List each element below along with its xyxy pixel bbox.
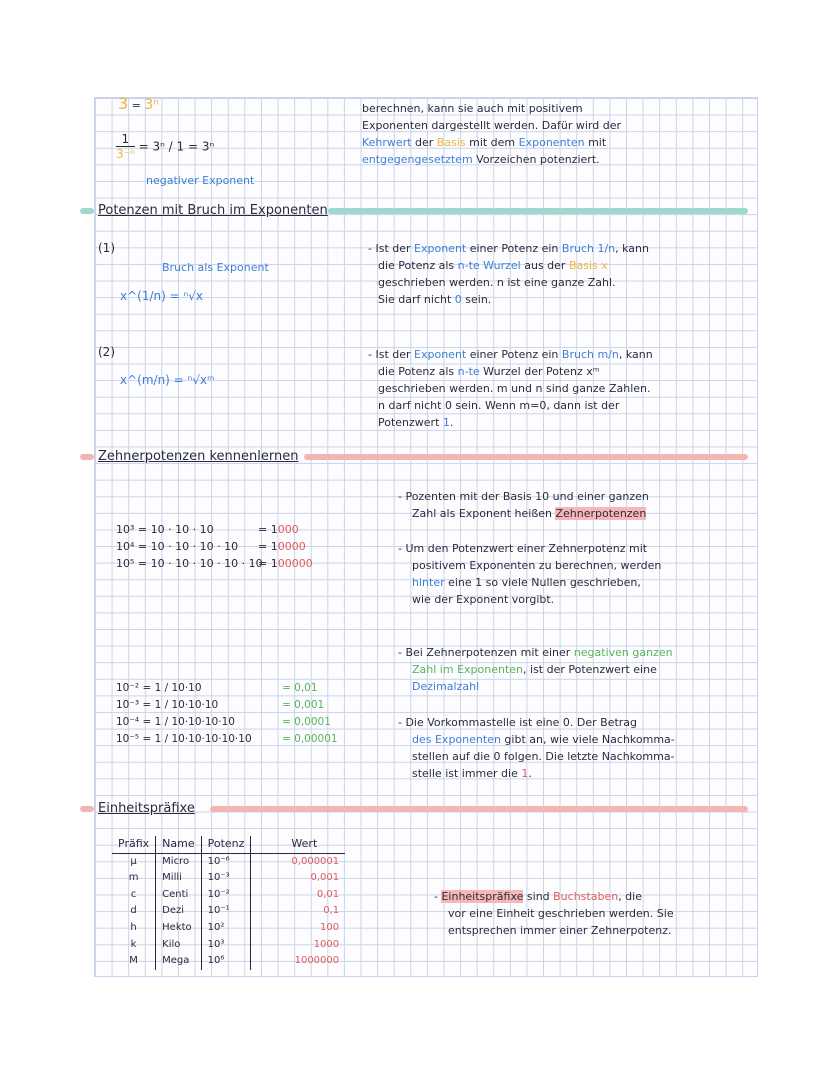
zehnerpotenzen-highlight: Zehnerpotenzen bbox=[555, 507, 647, 520]
prefix-power: 10⁻¹ bbox=[201, 903, 251, 920]
section1-heading: Potenzen mit Bruch im Exponenten bbox=[98, 203, 328, 218]
positive-powers bbox=[116, 522, 313, 573]
prefix-symbol: d bbox=[112, 903, 156, 920]
einheitspraefixe-highlight: Einheitspräfixe bbox=[441, 890, 524, 903]
prefix-name: Milli bbox=[156, 870, 201, 887]
prefix-value: 0,01 bbox=[316, 888, 340, 900]
kehrwert-word: Kehrwert bbox=[362, 136, 412, 149]
prefix-name: Hekto bbox=[156, 920, 201, 937]
case2-formula: x^(m/n) = ⁿ√xᵐ bbox=[120, 373, 215, 387]
zehner-b1-line-2: Zahl als Exponent heißen Zehnerpotenzen bbox=[412, 507, 647, 520]
case2-explanation bbox=[368, 346, 748, 431]
section3-heading: Einheitspräfixe bbox=[98, 801, 195, 816]
case2-line-1: - Ist der Exponent einer Potenz ein Bruch m/n, kann bbox=[368, 348, 653, 361]
negative-row: 10⁻² = 1 / 10·10 = 0,01 bbox=[116, 682, 318, 694]
prefix-value: 0,1 bbox=[323, 905, 340, 917]
prefix-table-row bbox=[112, 853, 345, 870]
prefix-table-row bbox=[112, 903, 345, 920]
zehner-bullet-4: - Die Vorkommastelle ist eine 0. Der Betrag des Exponenten gibt an, wie viele Nachkomma- stellen auf die 0 folgen. Die letzte Nachkomma- stelle ist immer die 1. bbox=[398, 716, 675, 780]
fraction-result: = 3ⁿ / 1 = 3ⁿ bbox=[138, 139, 215, 154]
top-explanation bbox=[362, 100, 742, 168]
prefix-power: 10⁻⁶ bbox=[201, 853, 251, 870]
top-fraction bbox=[116, 132, 214, 161]
case1-line-1: - Ist der Exponent einer Potenz ein Bruch 1/n, kann bbox=[368, 242, 649, 255]
section2-heading: Zehnerpotenzen kennenlernen bbox=[98, 449, 299, 464]
positive-row: 10⁵ = 10 · 10 · 10 · 10 · 10 = 100000 bbox=[116, 557, 313, 570]
case2-line-5: Potenzwert 1. bbox=[378, 416, 454, 429]
case1-line-4: Sie darf nicht 0 sein. bbox=[378, 293, 492, 306]
prefix-symbol: µ bbox=[112, 853, 156, 870]
prefix-table-row bbox=[112, 920, 345, 937]
prefix-table-row bbox=[112, 887, 345, 904]
negative-row: 10⁻⁴ = 1 / 10·10·10·10 = 0,0001 bbox=[116, 716, 331, 728]
entgegengesetztem-word: entgegengesetztem bbox=[362, 153, 473, 166]
case1-annotation: Bruch als Exponent bbox=[162, 261, 269, 274]
prefix-table-header: Präfix Name Potenz Wert bbox=[112, 836, 345, 853]
positive-row: 10⁴ = 10 · 10 · 10 · 10 = 10000 bbox=[116, 540, 306, 553]
prefix-note: - Einheitspräfixe sind Buchstaben, die vor eine Einheit geschrieben werden. Sie entsprechen immer einer Zehnerpotenz. bbox=[434, 890, 674, 937]
prefix-table-row bbox=[112, 953, 345, 970]
prefix-value: 1000000 bbox=[294, 955, 340, 967]
negative-row: 10⁻³ = 1 / 10·10·10 = 0,001 bbox=[116, 699, 325, 711]
prefix-power: 10³ bbox=[201, 937, 251, 954]
zehner-bullet-1 bbox=[398, 488, 748, 522]
prefix-name: Micro bbox=[156, 853, 201, 870]
prefix-value: 1000 bbox=[313, 938, 340, 950]
prefix-name: Mega bbox=[156, 953, 201, 970]
prefix-value: 100 bbox=[320, 921, 340, 933]
prefix-name: Kilo bbox=[156, 937, 201, 954]
case2-line-4: n darf nicht 0 sein. Wenn m=0, dann ist der bbox=[378, 399, 620, 412]
prefix-name: Dezi bbox=[156, 903, 201, 920]
case1-line-3: geschrieben werden. n ist eine ganze Zahl. bbox=[378, 276, 616, 289]
section3-bar-left bbox=[80, 806, 94, 812]
zehner-bullet-2: - Um den Potenzwert einer Zehnerpotenz mit positivem Exponenten zu berechnen, werden hinter eine 1 so viele Nullen geschrieben, wie der Exponent vorgibt. bbox=[398, 542, 662, 606]
case1-formula: x^(1/n) = ⁿ√x bbox=[120, 289, 204, 303]
prefix-value: 0,000001 bbox=[291, 855, 340, 867]
negative-exponent-annotation: negativer Exponent bbox=[146, 174, 255, 187]
zehner-bullet-3: - Bei Zehnerpotenzen mit einer negativen ganzen Zahl im Exponenten, ist der Potenzwert eine Dezimalzahl bbox=[398, 646, 673, 693]
prefix-table-row bbox=[112, 937, 345, 954]
fraction-numerator: 1 bbox=[121, 132, 130, 146]
top-text-line-1: berechnen, kann sie auch mit positivem bbox=[362, 102, 583, 115]
prefix-power: 10² bbox=[201, 920, 251, 937]
case2-line-2: die Potenz als n-te Wurzel der Potenz xᵐ bbox=[378, 365, 600, 378]
fraction-denominator: 3⁻ⁿ bbox=[116, 147, 135, 161]
prefix-power: 10⁶ bbox=[201, 953, 251, 970]
positive-row: 10³ = 10 · 10 · 10 = 1000 bbox=[116, 523, 299, 536]
case2-line-3: geschrieben werden. m und n sind ganze Zahlen. bbox=[378, 382, 651, 395]
prefix-table-row bbox=[112, 870, 345, 887]
top-text-line-3: Kehrwert der Basis mit dem Exponenten mit bbox=[362, 136, 607, 149]
section2-bar-left bbox=[80, 454, 94, 460]
section1-bar-right bbox=[328, 208, 748, 214]
section1-bar-left bbox=[80, 208, 94, 214]
prefix-name: Centi bbox=[156, 887, 201, 904]
case1-label: (1) bbox=[98, 241, 115, 255]
prefix-symbol: m bbox=[112, 870, 156, 887]
prefix-table bbox=[112, 836, 345, 970]
exponenten-word: Exponenten bbox=[518, 136, 585, 149]
case1-line-2: die Potenz als n-te Wurzel aus der Basis x bbox=[378, 259, 608, 272]
basis-word: Basis bbox=[436, 136, 466, 149]
top-text-line-4: entgegengesetztem Vorzeichen potenziert. bbox=[362, 153, 600, 166]
prefix-symbol: k bbox=[112, 937, 156, 954]
negative-powers bbox=[116, 680, 338, 748]
top-text-line-2: Exponenten dargestellt werden. Dafür wird der bbox=[362, 119, 621, 132]
top-formula-fragment: 3 = 3ⁿ bbox=[118, 94, 159, 113]
zehner-b1-line-1: - Pozenten mit der Basis 10 und einer ganzen bbox=[398, 490, 649, 503]
prefix-symbol: M bbox=[112, 953, 156, 970]
case2-label: (2) bbox=[98, 345, 115, 359]
prefix-symbol: h bbox=[112, 920, 156, 937]
section2-bar-right bbox=[304, 454, 748, 460]
section3-bar-right bbox=[210, 806, 748, 812]
negative-row: 10⁻⁵ = 1 / 10·10·10·10·10 = 0,00001 bbox=[116, 733, 338, 745]
prefix-value: 0,001 bbox=[310, 872, 340, 884]
prefix-symbol: c bbox=[112, 887, 156, 904]
prefix-power: 10⁻³ bbox=[201, 870, 251, 887]
prefix-power: 10⁻² bbox=[201, 887, 251, 904]
case1-explanation bbox=[368, 240, 748, 308]
